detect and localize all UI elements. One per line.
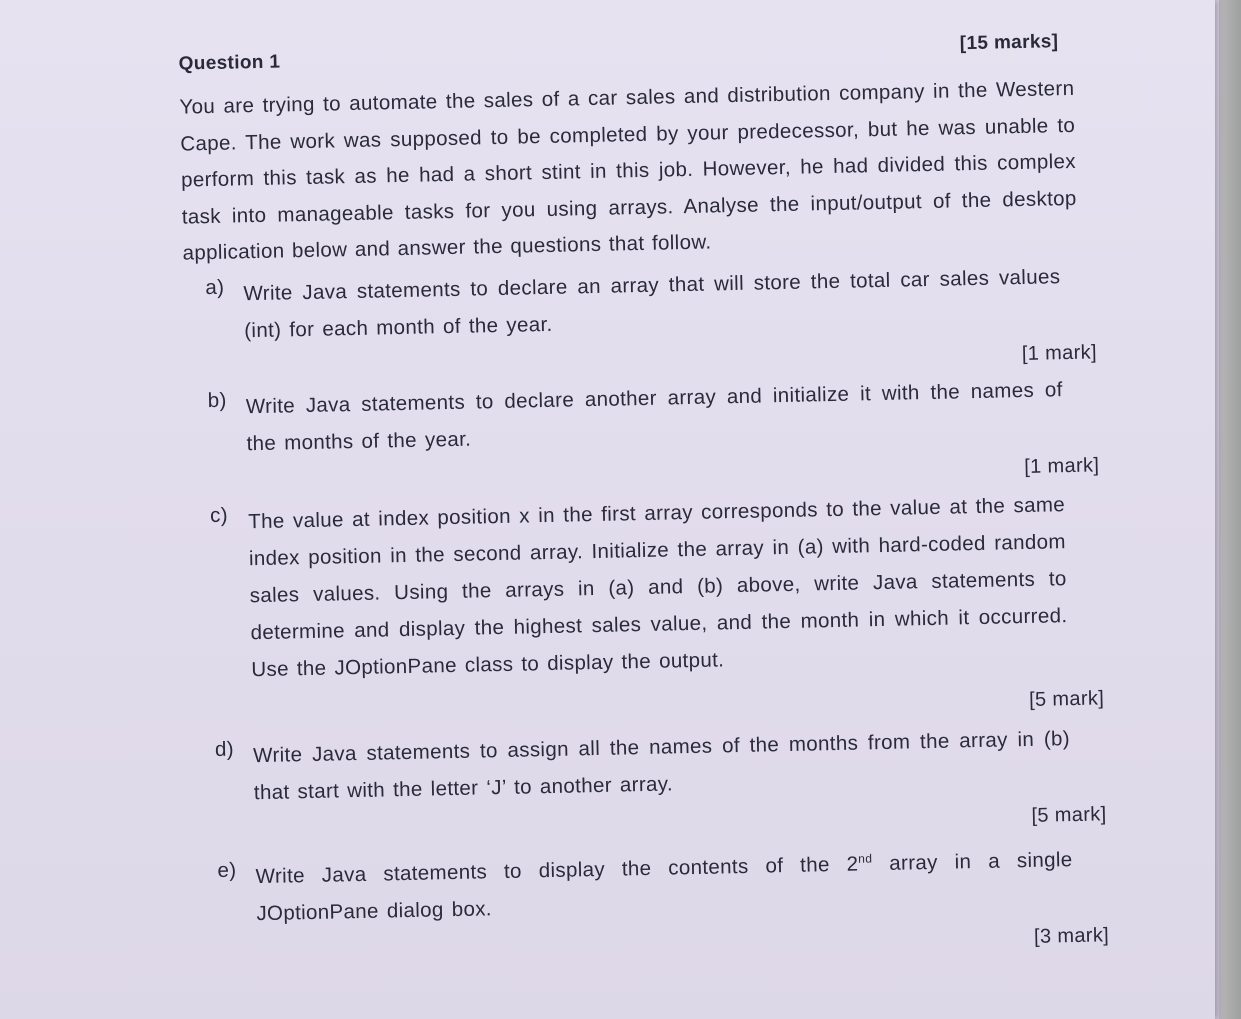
part-e-marks: [3 mark] xyxy=(1033,924,1110,948)
question-sheet xyxy=(160,15,1110,994)
table-edge xyxy=(1219,0,1241,1019)
part-a-marks: [1 mark] xyxy=(1021,341,1098,366)
part-text: Write Java statements to assign all the names of the months from the array in (b) that start with the letter ‘J’ to another array. xyxy=(252,727,1071,805)
part-b xyxy=(207,371,1063,463)
part-b-marks: [1 mark] xyxy=(1023,454,1100,478)
part-label: e) xyxy=(217,858,237,882)
part-d xyxy=(215,720,1071,812)
part-label: c) xyxy=(209,503,229,528)
part-c xyxy=(210,486,1069,689)
part-label: b) xyxy=(207,388,227,413)
question-total-marks: [15 marks] xyxy=(959,31,1059,55)
part-text: Write Java statements to declare an array that will store the total car sales values (int) for each month of the year. xyxy=(243,265,1061,343)
part-a xyxy=(205,258,1061,350)
ordinal-suffix: nd xyxy=(858,851,873,866)
part-d-marks: [5 mark] xyxy=(1031,803,1107,827)
part-text xyxy=(255,841,1073,932)
part-label: d) xyxy=(214,737,235,762)
part-c-marks: [5 mark] xyxy=(1028,687,1105,711)
question-title: Question 1 xyxy=(178,51,281,75)
part-text-before: Write Java statements to display the contents of the 2 xyxy=(255,852,859,889)
part-text: The value at index position x in the first array corresponds to the value at the same index position in the second array. Initialize the array in (a) with hard-coded random sales values. Using the arrays in (a) and (b) above, write Java statements to determine and display the highest sales value, and the month in which it occurred. Use the JOptionPane class to display the output. xyxy=(247,493,1068,682)
part-text: Write Java statements to declare another array and initialize it with the names of the months of the year. xyxy=(245,378,1063,456)
part-text-after: array in a single JOptionPane dialog box. xyxy=(256,848,1073,926)
part-e xyxy=(217,841,1073,933)
question-intro: You are trying to automate the sales of a car sales and distribution company in the Western Cape. The work was supposed to be completed by your predecessor, but he was unable to perform this task as he had a short stint in this job. However, he had divided this complex task into manageable tasks for you using arrays. Analyse the input/output of the desktop application below and answer the questions that follow. xyxy=(179,76,1077,265)
part-label: a) xyxy=(205,275,225,300)
